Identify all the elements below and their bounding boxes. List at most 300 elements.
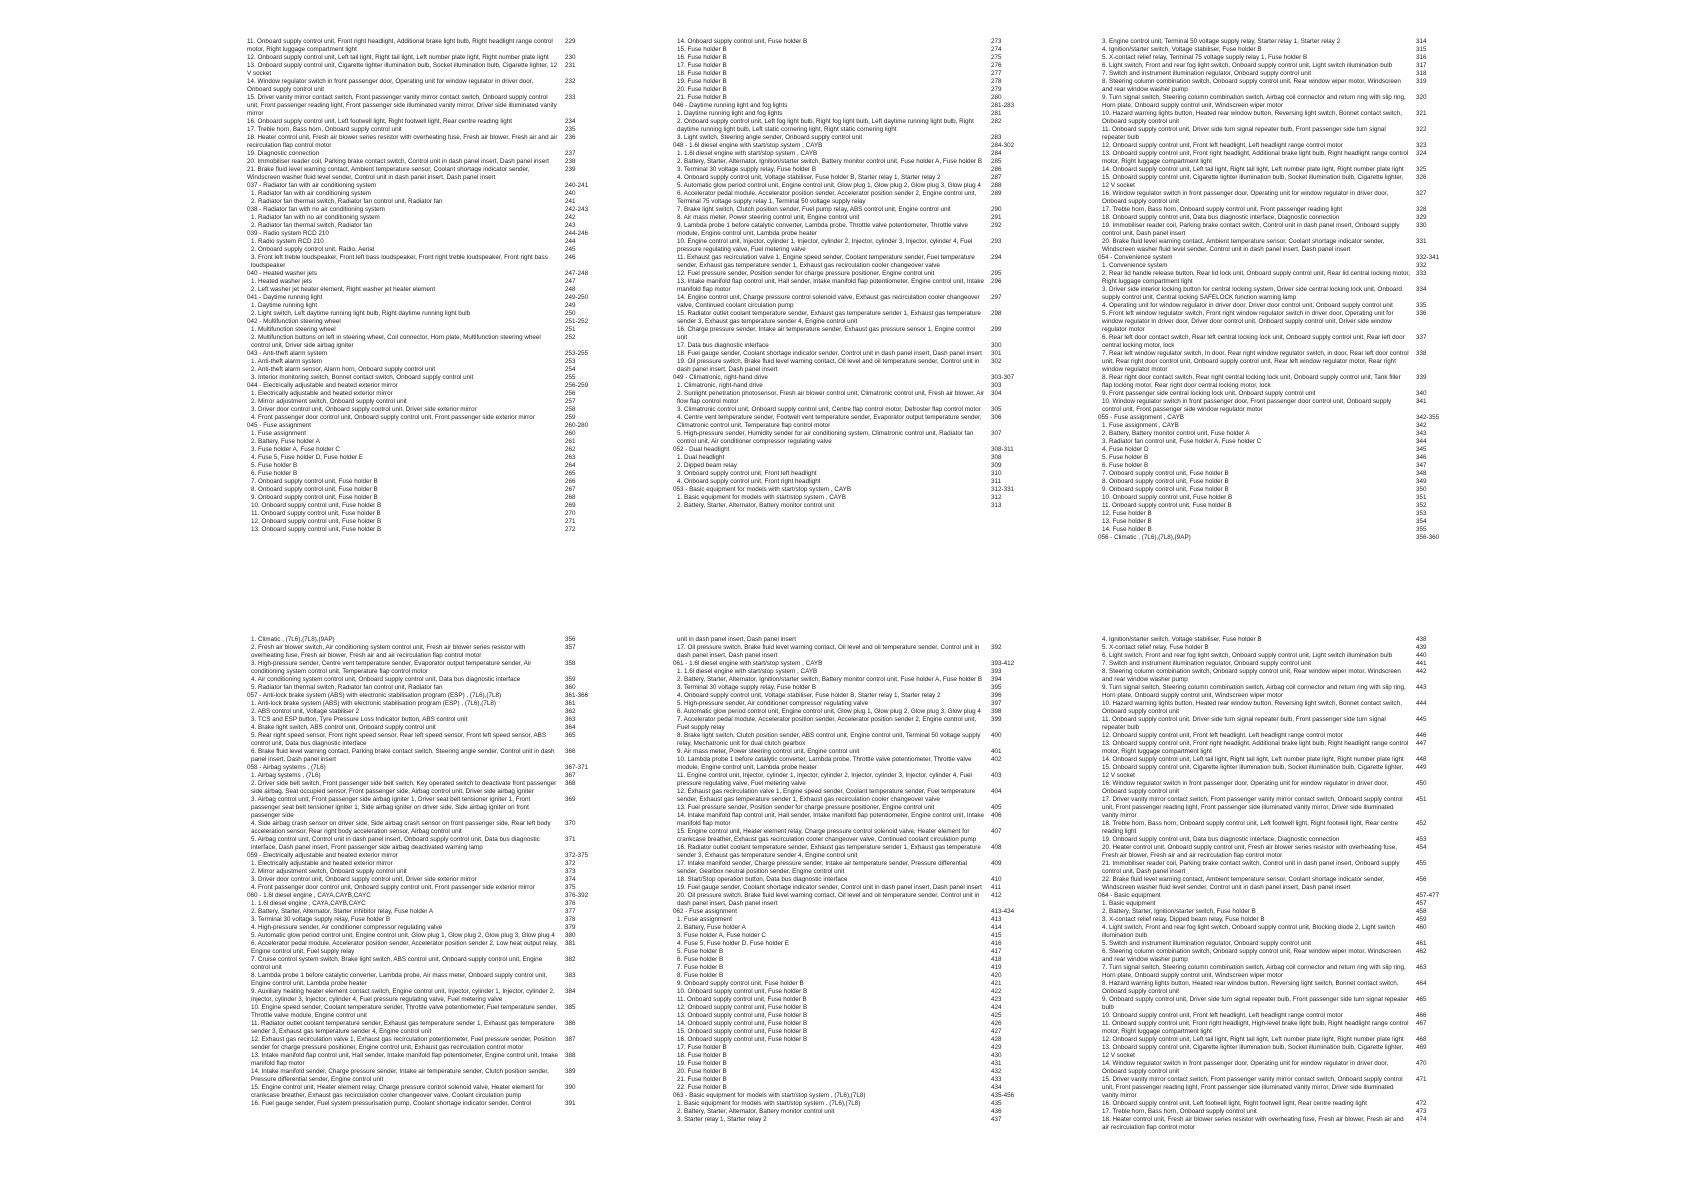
entry-title: 9. Onboard supply control unit, Fuse holder B	[251, 494, 378, 501]
entry-page-number: 323	[1416, 142, 1427, 149]
entry-title: 5. Fuse holder B	[251, 462, 298, 469]
index-entry-row	[1098, 668, 1458, 684]
index-entry-row	[1098, 780, 1458, 796]
entry-page-number: 315	[1416, 46, 1427, 53]
entry-page-number: 312-331	[991, 486, 1015, 493]
section-heading-row	[247, 230, 607, 238]
entry-page-number: 238	[565, 158, 576, 165]
entry-page-number: 335	[1416, 302, 1427, 309]
entry-page-number: 445	[1416, 716, 1427, 723]
entry-title: 061 - 1.6l diesel engine with start/stop system , CAYB	[673, 660, 823, 667]
index-entry-row	[673, 62, 1033, 70]
entry-title: 9. Onboard supply control unit, Fuse holder B	[1102, 486, 1229, 493]
index-entry-row	[247, 510, 607, 518]
index-entry-row	[1098, 948, 1458, 964]
entry-title: 2. Battery, Starter, Alternator, Ignition/starter switch, Battery monitor control unit, Fuse holder A, Fuse holder B	[677, 676, 983, 683]
entry-page-number: 431	[991, 1060, 1002, 1067]
entry-page-number: 407	[991, 828, 1002, 835]
entry-page-number: 458	[1416, 908, 1427, 915]
entry-page-number: 386	[565, 1020, 576, 1027]
entry-page-number: 385	[565, 1004, 576, 1011]
index-entry-row	[1098, 980, 1458, 996]
entry-title: 16. Window regulator switch in front passenger door, Operating unit for window regulator in driver door, Onboard supply control unit	[1102, 190, 1389, 205]
index-entry-row	[247, 732, 607, 748]
entry-page-number: 434	[991, 1084, 1002, 1091]
index-entry-row	[673, 844, 1033, 860]
index-entry-row	[673, 708, 1033, 716]
entry-title: 3. Starter relay 1, Starter relay 2	[677, 1116, 767, 1123]
entry-title: 1. Anti-theft alarm system	[251, 358, 323, 365]
entry-title: 2. Mirror adjustment switch, Onboard supply control unit	[251, 868, 407, 875]
index-entry-row	[1098, 174, 1458, 190]
section-heading-row	[247, 270, 607, 278]
entry-title: 22. Fuse holder B	[677, 1084, 727, 1091]
entry-page-number: 314	[1416, 38, 1427, 45]
entry-page-number: 469	[1416, 1044, 1427, 1051]
entry-title: 3. Onboard supply control unit, Front left headlight	[677, 470, 817, 477]
section-heading-row	[1098, 534, 1458, 542]
index-entry-row	[673, 1116, 1033, 1124]
entry-page-number: 260-280	[565, 422, 589, 429]
entry-title: 055 - Fuse assignment , CAYB	[1098, 414, 1184, 421]
index-entry-row	[673, 54, 1033, 62]
entry-page-number: 391	[565, 1100, 576, 1107]
entry-title: 049 - Climatronic, right-hand drive	[673, 374, 768, 381]
entry-page-number: 379	[565, 924, 576, 931]
index-entry-row	[1098, 478, 1458, 486]
entry-title: 12. Onboard supply control unit, Front left headlight, Left headlight range control motor	[1102, 732, 1343, 739]
entry-page-number: 291	[991, 214, 1002, 221]
entry-page-number: 301	[991, 350, 1002, 357]
entry-title: 3. Driver door control unit, Onboard supply control unit, Driver side exterior mirror	[251, 876, 477, 883]
entry-page-number: 388	[565, 1052, 576, 1059]
section-heading-row	[247, 892, 607, 900]
index-entry-row	[673, 876, 1033, 884]
index-entry-row	[673, 502, 1033, 510]
entry-title: 19. Fuel gauge sender, Coolant shortage indicator sender, Control unit in dash panel insert, Dash panel insert	[677, 884, 982, 891]
entry-page-number: 440	[1416, 652, 1427, 659]
entry-page-number: 393	[991, 668, 1002, 675]
entry-page-number: 398	[991, 708, 1002, 715]
index-entry-row	[1098, 398, 1458, 414]
entry-page-number: 288	[991, 182, 1002, 189]
index-entry-row	[247, 1020, 607, 1036]
index-entry-row	[247, 1100, 607, 1108]
section-heading-row	[673, 142, 1033, 150]
entry-page-number: 275	[991, 54, 1002, 61]
entry-title: 3. X-contact relief relay, Dipped beam relay, Fuse holder B	[1102, 916, 1265, 923]
index-entry-row	[247, 446, 607, 454]
entry-page-number: 345	[1416, 446, 1427, 453]
index-entry-row	[247, 166, 607, 182]
index-entry-row	[673, 190, 1033, 206]
index-entry-row	[1098, 262, 1458, 270]
section-heading-row	[673, 1092, 1033, 1100]
entry-title: 6. Fuse holder B	[677, 956, 724, 963]
entry-title: 3. Terminal 30 voltage supply relay, Fuse holder B	[251, 916, 391, 923]
index-entry-row	[247, 708, 607, 716]
entry-title: 17. Intake manifold sender, Charge pressure sender, Intake air temperature sender, Pressure differential sender, Gearbox neutral position sender, Engine control unit	[677, 860, 968, 875]
entry-title: 2. Mirror adjustment switch, Onboard supply control unit	[251, 398, 407, 405]
entry-title: 043 - Anti-theft alarm system	[247, 350, 328, 357]
entry-page-number: 362	[565, 708, 576, 715]
entry-title: 6. Accelerator pedal module, Accelerator position sender, Accelerator position sender 2, Low heat output relay, Engine control unit, Fuel supply relay	[251, 940, 558, 955]
index-entry-row	[673, 134, 1033, 142]
entry-page-number: 247-248	[565, 270, 589, 277]
entry-title: 15. Driver vanity mirror contact switch, Front passenger vanity mirror contact switch, Onboard supply control unit, Front passenger reading light, Front passenger side illuminated vanity mirror, Driver side illuminated vanity mirror	[1102, 1076, 1403, 1099]
entry-page-number: 341	[1416, 398, 1427, 405]
entry-page-number: 258	[565, 406, 576, 413]
entry-title: 18. Onboard supply control unit, Data bus diagnostic interface, Diagnostic connection	[1102, 214, 1340, 221]
entry-page-number: 303-307	[991, 374, 1015, 381]
entry-page-number: 331	[1416, 238, 1427, 245]
entry-title: 8. Onboard supply control unit, Fuse holder B	[251, 486, 378, 493]
entry-title: 1. Radiator fan with air conditioning system	[251, 190, 372, 197]
index-entry-row	[673, 1020, 1033, 1028]
index-entry-row	[1098, 334, 1458, 350]
entry-page-number: 364	[565, 724, 576, 731]
index-entry-row	[247, 246, 607, 254]
entry-title: 3. Terminal 30 voltage supply relay, Fuse holder B	[677, 166, 817, 173]
entry-page-number: 312	[991, 494, 1002, 501]
entry-page-number: 466	[1416, 1012, 1427, 1019]
entry-title: 10. Onboard supply control unit, Front left headlight, Left headlight range control motor	[1102, 1012, 1343, 1019]
index-entry-row	[247, 916, 607, 924]
entry-title: 6. Rear left door contact switch, Rear left central locking lock unit, Onboard supply control unit, Rear left door central locking motor, lock	[1102, 334, 1405, 349]
entry-page-number: 432	[991, 1068, 1002, 1075]
entry-page-number: 436	[991, 1108, 1002, 1115]
entry-page-number: 448	[1416, 756, 1427, 763]
entry-page-number: 405	[991, 804, 1002, 811]
entry-page-number: 287	[991, 174, 1002, 181]
entry-title: 12. Fuse holder B	[1102, 510, 1152, 517]
entry-title: 8. Steering column combination switch, Onboard supply control unit, Rear window wiper motor, Windscreen and rear window washer pump	[1102, 668, 1401, 683]
index-entry-row	[247, 430, 607, 438]
entry-title: 14. Onboard supply control unit, Left tail light, Right tail light, Left number plate light, Right number plate light	[1102, 166, 1404, 173]
entry-title: 1. Basic equipment for models with start/stop system , CAYB	[677, 494, 846, 501]
entry-page-number: 253-255	[565, 350, 589, 357]
index-entry-row	[1098, 374, 1458, 390]
entry-page-number: 368	[565, 780, 576, 787]
index-entry-row	[673, 78, 1033, 86]
entry-title: 7. Onboard supply control unit, Fuse holder B	[251, 478, 378, 485]
index-entry-row	[247, 518, 607, 526]
entry-title: 4. Light switch, Front and rear fog light switch, Onboard supply control unit, Blocking diode 2, Light switch illumination bulb	[1102, 924, 1395, 939]
index-entry-row	[1098, 78, 1458, 94]
index-entry-row	[673, 940, 1033, 948]
entry-title: 9. Onboard supply control unit, Driver side turn signal repeater bulb, Front passenger side turn signal repeater bulb	[1102, 996, 1408, 1011]
entry-page-number: 425	[991, 1012, 1002, 1019]
entry-title: 17. Treble horn, Bass horn, Onboard supply control unit, Front passenger reading light	[1102, 206, 1343, 213]
entry-title: 8. Rear right door contact switch, Rear right central locking lock unit, Onboard supply control unit, Tank filler flap locking motor, Rear right door central locking motor, lock	[1102, 374, 1401, 389]
index-entry-row	[673, 358, 1033, 374]
index-entry-row	[673, 70, 1033, 78]
index-entry-row	[673, 924, 1033, 932]
index-entry-row	[673, 668, 1033, 676]
entry-title: 20. Brake fluid level warning contact, Ambient temperature sensor, Coolant shortage indicator sender, Windscreen washer fluid level sender, Control unit in dash panel insert, Dash panel insert	[1102, 238, 1385, 253]
index-entry-row	[673, 238, 1033, 254]
entry-title: 053 - Basic equipment for models with start/stop system , CAYB	[673, 486, 852, 493]
entry-page-number: 373	[565, 868, 576, 875]
entry-title: 048 - 1.6l diesel engine with start/stop system , CAYB	[673, 142, 823, 149]
entry-page-number: 413	[991, 916, 1002, 923]
index-entry-row	[247, 972, 607, 988]
index-entry-row	[1098, 700, 1458, 716]
entry-page-number: 292	[991, 222, 1002, 229]
entry-title: 10. Hazard warning lights button, Heated rear window button, Reversing light switch, Bonnet contact switch, Onboard supply control unit	[1102, 700, 1402, 715]
index-entry-row	[1098, 518, 1458, 526]
entry-page-number: 356-360	[1416, 534, 1440, 541]
index-entry-row	[1098, 684, 1458, 700]
entry-title: 5. Automatic glow period control unit, Engine control unit, Glow plug 1, Glow plug 2, Glow plug 3, Glow plug 4	[677, 182, 981, 189]
entry-page-number: 266	[565, 478, 576, 485]
index-entry-row	[673, 980, 1033, 988]
entry-title: 4. Front passenger door control unit, Onboard supply control unit, Front passenger side exterior mirror	[251, 414, 535, 421]
entry-page-number: 308-311	[991, 446, 1014, 453]
entry-title: 4. High-pressure sender, Air conditioner compressor regulating valve	[251, 924, 443, 931]
entry-page-number: 451	[1416, 796, 1427, 803]
entry-page-number: 333	[1416, 270, 1427, 277]
entry-title: 4. Ignition/starter switch, Voltage stabiliser, Fuse holder B	[1102, 636, 1262, 643]
entry-page-number: 365	[565, 732, 576, 739]
entry-title: 17. Treble horn, Bass horn, Onboard supply control unit	[247, 126, 402, 133]
entry-title: 16. Onboard supply control unit, Fuse holder B	[677, 1036, 808, 1043]
entry-page-number: 414	[991, 924, 1002, 931]
entry-title: 5. Airbag control unit, Control unit in dash panel insert, Onboard supply control unit, Data bus diagnostic interface, Dash panel insert, Front passenger side airbag deactivated warning lamp	[251, 836, 540, 851]
entry-page-number: 249	[565, 302, 576, 309]
entry-page-number: 330	[1416, 222, 1427, 229]
section-heading-row	[247, 764, 607, 772]
entry-title: 057 - Anti-lock brake system (ABS) with electronic stabilisation program (ESP) , (7L6),(7L8)	[247, 692, 502, 699]
index-entry-row	[673, 462, 1033, 470]
entry-page-number: 358	[565, 660, 576, 667]
entry-page-number: 400	[991, 732, 1002, 739]
index-entry-row	[673, 214, 1033, 222]
entry-page-number: 304	[991, 390, 1002, 397]
entry-title: 052 - Dual headlight	[673, 446, 730, 453]
entry-title: 7. Accelerator pedal module, Accelerator position sender, Accelerator position sender 2, Engine control unit, Fuel supply relay	[677, 716, 977, 731]
entry-page-number: 413-434	[991, 908, 1015, 915]
index-entry-row	[673, 732, 1033, 748]
index-entry-row	[247, 932, 607, 940]
index-entry-row	[247, 134, 607, 150]
entry-page-number: 317	[1416, 62, 1427, 69]
entry-page-number: 251	[565, 326, 576, 333]
entry-title: 1. Electrically adjustable and heated exterior mirror	[251, 860, 393, 867]
index-entry-row	[1098, 660, 1458, 668]
index-entry-row	[673, 1052, 1033, 1060]
index-entry-row	[673, 684, 1033, 692]
index-entry-row	[1098, 70, 1458, 78]
entry-page-number: 319	[1416, 78, 1427, 85]
entry-title: 12. Onboard supply control unit, Fuse holder B	[677, 1004, 808, 1011]
entry-title: 6. Steering column combination switch, Onboard supply control unit, Rear window wiper motor, Windscreen and rear window washer pump	[1102, 948, 1401, 963]
entry-page-number: 284	[991, 150, 1002, 157]
entry-page-number: 305	[991, 406, 1002, 413]
index-entry-row	[1098, 390, 1458, 398]
section-heading-row	[247, 206, 607, 214]
entry-page-number: 420	[991, 972, 1002, 979]
entry-page-number: 429	[991, 1044, 1002, 1051]
entry-title: 3. Interior monitoring switch, Bonnet contact switch, Onboard supply control unit	[251, 374, 474, 381]
index-entry-row	[247, 302, 607, 310]
entry-title: 17. Data bus diagnostic interface	[677, 342, 769, 349]
entry-title: 3. Terminal 30 voltage supply relay, Fuse holder B	[677, 684, 817, 691]
entry-page-number: 242-243	[565, 206, 589, 213]
index-entry-row	[1098, 900, 1458, 908]
entry-title: 1. Daytime running light and fog lights	[677, 110, 783, 117]
entry-title: 3. Light switch, Steering angle sender, Onboard supply control unit	[677, 134, 863, 141]
entry-title: 16. Onboard supply control unit, Left footwell light, Right footwell light, Rear centre reading light	[247, 118, 512, 125]
entry-page-number: 322	[1416, 126, 1427, 133]
index-entry-row	[1098, 286, 1458, 302]
entry-title: 1. Basic equipment for models with start/stop system , (7L6),(7L8)	[677, 1100, 861, 1107]
entry-title: 21. Immobiliser reader coil, Parking brake contact switch, Control unit in dash panel insert, Onboard supply control unit, Dash panel insert	[1102, 860, 1400, 875]
entry-title: 10. Engine control unit, Injector, cylinder 1, Injector, cylinder 2, Injector, cylinder 3, Injector, cylinder 4, Fuel pressure regulating valve, Fuel metering valve	[677, 238, 973, 253]
entry-page-number: 293	[991, 238, 1002, 245]
entry-title: 11. Exhaust gas recirculation valve 1, Engine speed sender, Coolant temperature sender, Fuel temperature sender, Exhaust gas temperature sender 1, Exhaust gas recirculation cooler changeover valve	[677, 254, 975, 269]
entry-page-number: 244	[565, 238, 576, 245]
index-entry-row	[1098, 836, 1458, 844]
entry-title: 15. Onboard supply control unit, Cigarette lighter illumination bulb, Socket illumination bulb, Cigarette lighter, 12 V socket	[1102, 174, 1404, 189]
entry-title: 4. Onboard supply control unit, Voltage stabiliser, Fuse holder B, Starter relay 1, Starter relay 2	[677, 692, 941, 699]
index-entry-row	[247, 190, 607, 198]
entry-title: 16. Onboard supply control unit, Left footwell light, Right footwell light, Rear centre reading light	[1102, 1100, 1367, 1107]
index-entry-row	[1098, 924, 1458, 940]
entry-title: 5. X-contact relief relay, Terminal 75 voltage supply relay 1, Fuse holder B	[1102, 54, 1308, 61]
entry-title: 058 - Airbag systems , (7L6)	[247, 764, 326, 771]
entry-page-number: 449	[1416, 764, 1427, 771]
index-entry-row	[247, 158, 607, 166]
entry-title: 8. Fuse holder B	[677, 972, 724, 979]
entry-title: 8. Lambda probe 1 before catalytic converter, Lambda probe, Air mass meter, Onboard supply control unit, Engine control unit, Lambda probe heater	[251, 972, 548, 987]
entry-title: 1. 1.6l diesel engine with start/stop system , CAYB	[677, 150, 818, 157]
entry-page-number: 435	[991, 1100, 1002, 1107]
entry-title: 1. Heated washer jets	[251, 278, 312, 285]
entry-title: 042 - Multifunction steering wheel	[247, 318, 341, 325]
entry-title: 2. Sunlight penetration photosensor, Fresh air blower control unit, Climatronic control unit, Fresh air blower, Air flow flap control motor	[677, 390, 984, 405]
entry-title: 1. 1.6l diesel engine with start/stop system , CAYB	[677, 668, 818, 675]
entry-page-number: 338	[1416, 350, 1427, 357]
index-entry-row	[1098, 62, 1458, 70]
entry-page-number: 472	[1416, 1100, 1427, 1107]
index-entry-row	[673, 158, 1033, 166]
entry-title: 10. Onboard supply control unit, Fuse holder B	[677, 988, 808, 995]
entry-page-number: 437	[991, 1116, 1002, 1123]
entry-title: 2. Battery, Fuse holder A	[251, 438, 320, 445]
index-entry-row	[1098, 438, 1458, 446]
entry-title: 13. Onboard supply control unit, Front right headlight, Additional brake light bulb, Right headlight range control motor, Right luggage compartment light	[1102, 150, 1409, 165]
entry-title: 046 - Daytime running light and fog lights	[673, 102, 788, 109]
entry-page-number: 389	[565, 1068, 576, 1075]
entry-page-number: 367	[565, 772, 576, 779]
entry-title: 4. Fuse 5, Fuse holder D, Fuse holder E	[251, 454, 364, 461]
entry-page-number: 444	[1416, 700, 1427, 707]
entry-page-number: 348	[1416, 470, 1427, 477]
entry-page-number: 473	[1416, 1108, 1427, 1115]
entry-title: 4. Air conditioning system control unit, Onboard supply control unit, Data bus diagnostic interface	[251, 676, 521, 683]
entry-page-number: 409	[991, 860, 1002, 867]
entry-page-number: 241	[565, 198, 576, 205]
entry-page-number: 453	[1416, 836, 1427, 843]
index-entry-row	[1098, 996, 1458, 1012]
entry-page-number: 254	[565, 366, 576, 373]
index-entry-row	[247, 676, 607, 684]
entry-page-number: 372-375	[565, 852, 589, 859]
entry-title: 6. Fuse holder B	[251, 470, 298, 477]
entry-page-number: 410	[991, 876, 1002, 883]
entry-page-number: 327	[1416, 190, 1427, 197]
entry-title: 8. Steering column combination switch, Onboard supply control unit, Rear window wiper motor, Windscreen and rear window washer pump	[1102, 78, 1401, 93]
entry-page-number: 424	[991, 1004, 1002, 1011]
entry-title: 2. Dipped beam relay	[677, 462, 737, 469]
index-entry-row	[247, 748, 607, 764]
entry-title: 2. Fresh air blower switch, Air conditioning system control unit, Fresh air blower series resistor with overheating fuse, Fresh air blower, Fresh air and air recirculation flap control motor	[251, 644, 526, 659]
entry-page-number: 284-302	[991, 142, 1015, 149]
entry-page-number: 384	[565, 988, 576, 995]
entry-title: 11. Onboard supply control unit, Front right headlight, Additional brake light bulb, Right headlight range control motor, Right luggage compartment light	[247, 38, 553, 53]
index-entry-row	[673, 46, 1033, 54]
entry-title: 5. High-pressure sender, Air conditioner compressor regulating valve	[677, 700, 869, 707]
entry-page-number: 302	[991, 358, 1002, 365]
entry-title: 5. High-pressure sender, Humidity sender for air conditioning system, Climatronic control unit, Radiator fan control unit, Air conditioner compressor regulating valve	[677, 430, 974, 445]
entry-page-number: 278	[991, 78, 1002, 85]
entry-page-number: 320	[1416, 94, 1427, 101]
entry-page-number: 332-341	[1416, 254, 1440, 261]
entry-title: 2. Battery, Fuse holder A	[677, 924, 746, 931]
entry-title: 10. Window regulator switch in front passenger door, Front passenger door control unit, Onboard supply control unit, Front passenger side window regulator motor	[1102, 398, 1392, 413]
index-entry-row	[673, 1068, 1033, 1076]
index-entry-row	[673, 174, 1033, 182]
index-entry-row	[673, 406, 1033, 414]
index-entry-row	[673, 860, 1033, 876]
entry-page-number: 265	[565, 470, 576, 477]
entry-page-number: 245	[565, 246, 576, 253]
entry-page-number: 450	[1416, 780, 1427, 787]
index-entry-row	[247, 700, 607, 708]
entry-title: 16. Charge pressure sender, Intake air temperature sender, Exhaust gas pressure sensor 1, Engine control unit	[677, 326, 975, 341]
index-entry-row	[673, 350, 1033, 358]
entry-title: 3. Engine control unit, Terminal 50 voltage supply relay, Starter relay 1, Starter relay 2	[1102, 38, 1341, 45]
entry-title: 1. Electrically adjustable and heated exterior mirror	[251, 390, 393, 397]
entry-title: 5. Radiator fan thermal switch, Radiator fan control unit, Radiator fan	[251, 684, 443, 691]
entry-title: 19. Oil pressure switch, Brake fluid level warning contact, Oil level and oil temperature sender, Control unit in dash panel insert, Dash panel insert	[677, 358, 980, 373]
index-column-bottom-middle	[673, 636, 1033, 1166]
entry-title: 19. Immobiliser reader coil, Parking brake contact switch, Control unit in dash panel insert, Onboard supply control unit, Dash panel insert	[1102, 222, 1400, 237]
entry-title: unit in dash panel insert, Dash panel insert	[677, 636, 797, 643]
index-entry-row	[247, 486, 607, 494]
index-entry-row	[1098, 206, 1458, 214]
entry-page-number: 356	[565, 636, 576, 643]
entry-page-number: 395	[991, 684, 1002, 691]
entry-title: 3. Driver side interior locking button for central locking system, Driver side central locking lock unit, Onboard supply control unit, Central locking SAFELOCK function warning lamp	[1102, 286, 1402, 301]
entry-page-number: 387	[565, 1036, 576, 1043]
entry-title: 13. Intake manifold flap control unit, Hall sender, Intake manifold flap potentiometer, Engine control unit, Intake manifold flap motor	[251, 1052, 558, 1067]
index-entry-row	[673, 884, 1033, 892]
entry-title: 13. Intake manifold flap control unit, Hall sender, Intake manifold flap potentiometer, Engine control unit, Intake manifold flap motor	[677, 278, 984, 293]
entry-page-number: 300	[991, 342, 1002, 349]
entry-title: 11. Onboard supply control unit, Driver side turn signal repeater bulb, Front passenger side turn signal repeater bulb	[1102, 126, 1386, 141]
entry-title: 14. Intake manifold flap control unit, Hall sender, Intake manifold flap potentiometer, Engine control unit, Intake manifold flap motor	[677, 812, 984, 827]
index-entry-row	[247, 358, 607, 366]
entry-title: 4. Onboard supply control unit, Front right headlight	[677, 478, 821, 485]
entry-page-number: 402	[991, 756, 1002, 763]
entry-title: 16. Fuel gauge sender, Fuel system pressurisation pump, Coolant shortage indicator sender, Control	[251, 1100, 532, 1107]
entry-page-number: 272	[565, 526, 576, 533]
entry-page-number: 283	[991, 134, 1002, 141]
entry-title: 1. Basic equipment	[1102, 900, 1156, 907]
index-entry-row	[1098, 764, 1458, 780]
